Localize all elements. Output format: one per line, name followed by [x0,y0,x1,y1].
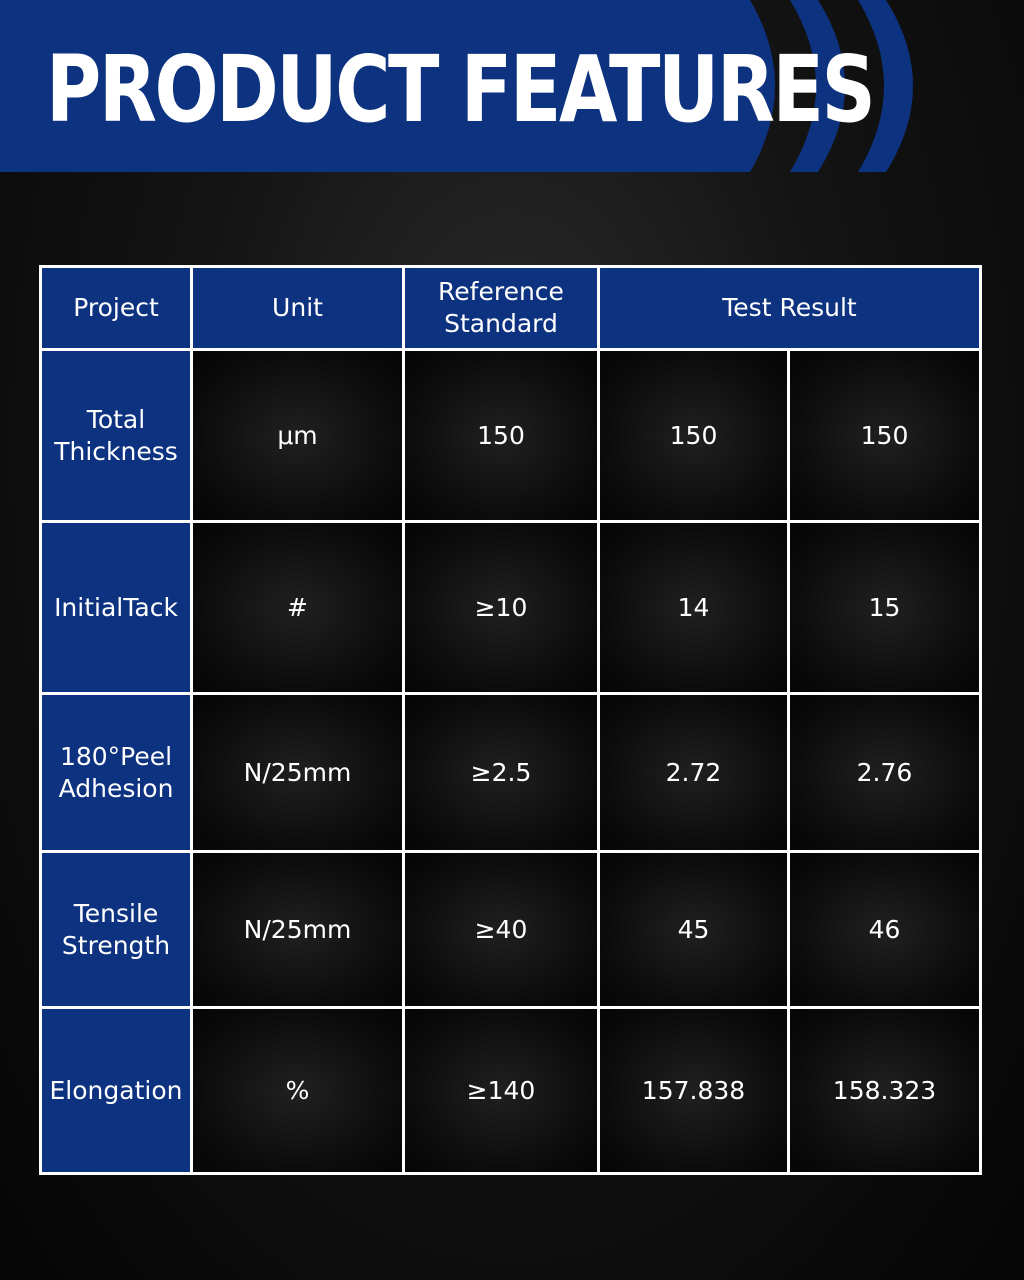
table-row [41,852,981,1008]
row-project-cell: Elongation [41,1008,192,1174]
row-project-cell: Total Thickness [41,350,192,522]
table-header-row [41,267,981,350]
page-title: PRODUCT FEATURES [46,36,874,143]
table-row [41,350,981,522]
row-reference-cell: ≥10 [404,522,599,694]
product-features-table [39,265,982,1175]
row-result-1-cell: 45 [599,852,789,1008]
row-result-2-cell: 2.76 [789,694,981,852]
row-unit-cell: N/25mm [192,694,404,852]
table-row [41,694,981,852]
row-result-1-cell: 2.72 [599,694,789,852]
header-project: Project [41,267,192,350]
row-result-1-cell: 14 [599,522,789,694]
row-unit-cell: % [192,1008,404,1174]
table-row [41,1008,981,1174]
row-project-cell: InitialTack [41,522,192,694]
row-result-1-cell: 157.838 [599,1008,789,1174]
row-unit-cell: μm [192,350,404,522]
row-result-2-cell: 46 [789,852,981,1008]
row-result-1-cell: 150 [599,350,789,522]
header-banner [0,0,1024,175]
row-project-cell: Tensile Strength [41,852,192,1008]
row-result-2-cell: 158.323 [789,1008,981,1174]
header-test-result: Test Result [599,267,981,350]
row-reference-cell: ≥140 [404,1008,599,1174]
row-unit-cell: N/25mm [192,852,404,1008]
row-reference-cell: ≥2.5 [404,694,599,852]
row-unit-cell: # [192,522,404,694]
row-result-2-cell: 150 [789,350,981,522]
row-reference-cell: 150 [404,350,599,522]
row-reference-cell: ≥40 [404,852,599,1008]
row-result-2-cell: 15 [789,522,981,694]
header-unit: Unit [192,267,404,350]
table-row [41,522,981,694]
row-project-cell: 180°Peel Adhesion [41,694,192,852]
header-reference-standard: Reference Standard [404,267,599,350]
